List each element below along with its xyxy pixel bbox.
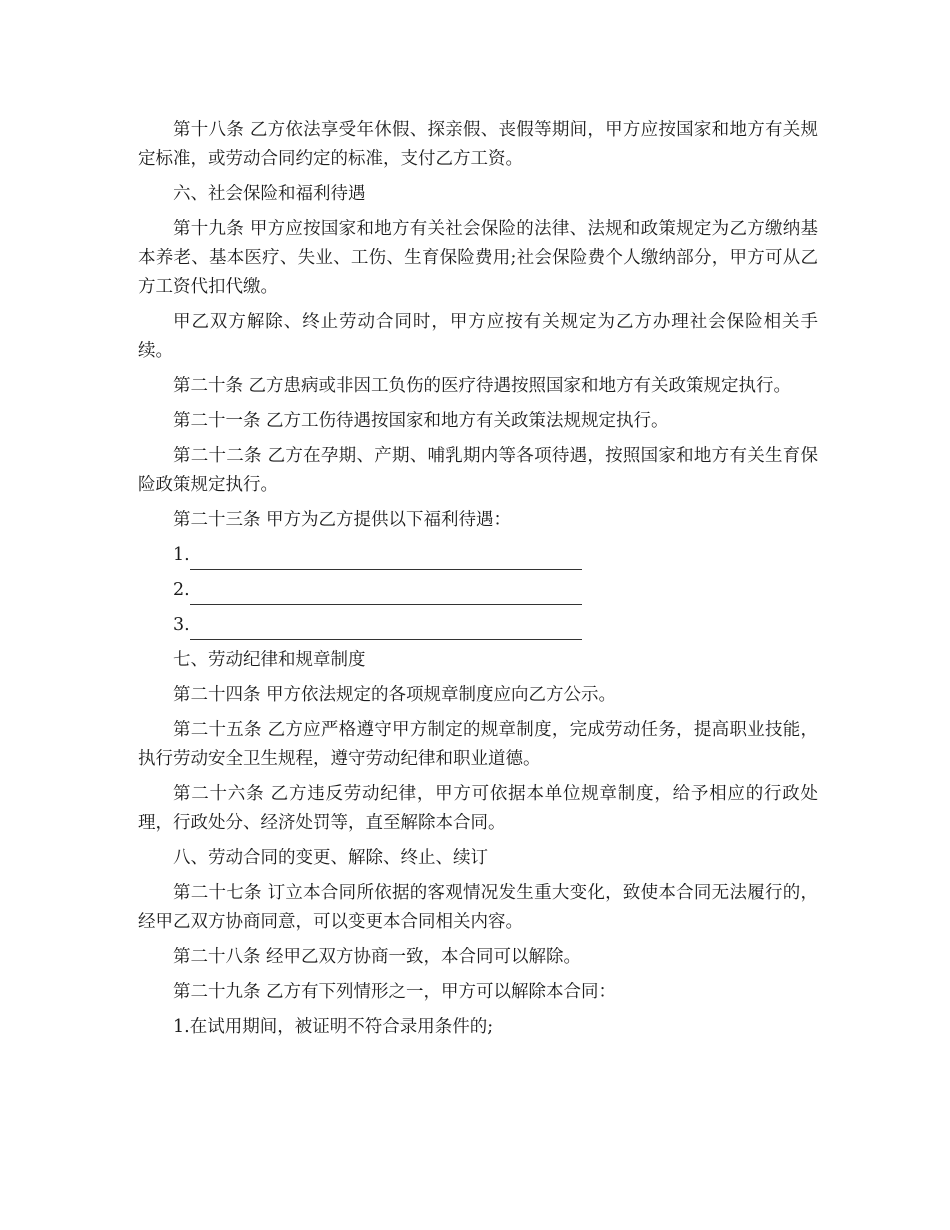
section-heading-8: 八、劳动合同的变更、解除、终止、续订 [173,848,488,868]
paragraph-article-29: 第二十九条 乙方有下列情形之一，甲方可以解除本合同： [173,982,617,1002]
paragraph-article-23: 第二十三条 甲方为乙方提供以下福利待遇： [173,510,512,530]
document-page [138,116,818,1048]
paragraph-article-19: 第十九条 甲方应按国家和地方有关社会保险的法律、法规和政策规定为乙方缴纳基本养老、基本医疗、失业、工伤、生育保险费用;社会保险费个人缴纳部分，甲方可从乙方工资代扣代缴。 [138,219,818,297]
paragraph-article-18: 第十八条 乙方依法享受年休假、探亲假、丧假等期间，甲方应按国家和地方有关规定标准，或劳动合同约定的标准，支付乙方工资。 [138,120,818,169]
paragraph-social-insurance-procedures: 甲乙双方解除、终止劳动合同时，甲方应按有关规定为乙方办理社会保险相关手续。 [138,312,818,361]
paragraph-article-25: 第二十五条 乙方应严格遵守甲方制定的规章制度，完成劳动任务，提高职业技能，执行劳动安全卫生规程，遵守劳动纪律和职业道德。 [138,720,818,769]
fill-in-line [190,584,582,605]
paragraph-article-24: 第二十四条 甲方依法规定的各项规章制度应向乙方公示。 [173,685,617,705]
welfare-blank-2 [138,576,818,605]
paragraph-article-27: 第二十七条 订立本合同所依据的客观情况发生重大变化，致使本合同无法履行的，经甲乙双方协商同意，可以变更本合同相关内容。 [138,883,818,932]
welfare-blank-3 [138,611,818,640]
paragraph-article-21: 第二十一条 乙方工伤待遇按国家和地方有关政策法规规定执行。 [173,411,669,431]
list-item-1: 1.在试用期间，被证明不符合录用条件的; [173,1017,494,1037]
blank-number: 2. [173,580,190,600]
blank-number: 1. [173,545,190,565]
blank-number: 3. [173,615,190,635]
fill-in-line [190,549,582,570]
section-heading-6: 六、社会保险和福利待遇 [173,184,366,204]
paragraph-article-22: 第二十二条 乙方在孕期、产期、哺乳期内等各项待遇，按照国家和地方有关生育保险政策规定执行。 [138,446,818,495]
welfare-blank-1 [138,541,818,570]
fill-in-line [190,619,582,640]
paragraph-article-26: 第二十六条 乙方违反劳动纪律，甲方可依据本单位规章制度，给予相应的行政处理，行政处分、经济处罚等，直至解除本合同。 [138,784,818,833]
section-heading-7: 七、劳动纪律和规章制度 [173,650,366,670]
paragraph-article-28: 第二十八条 经甲乙双方协商一致，本合同可以解除。 [173,947,582,967]
paragraph-article-20: 第二十条 乙方患病或非因工负伤的医疗待遇按照国家和地方有关政策规定执行。 [173,376,792,396]
